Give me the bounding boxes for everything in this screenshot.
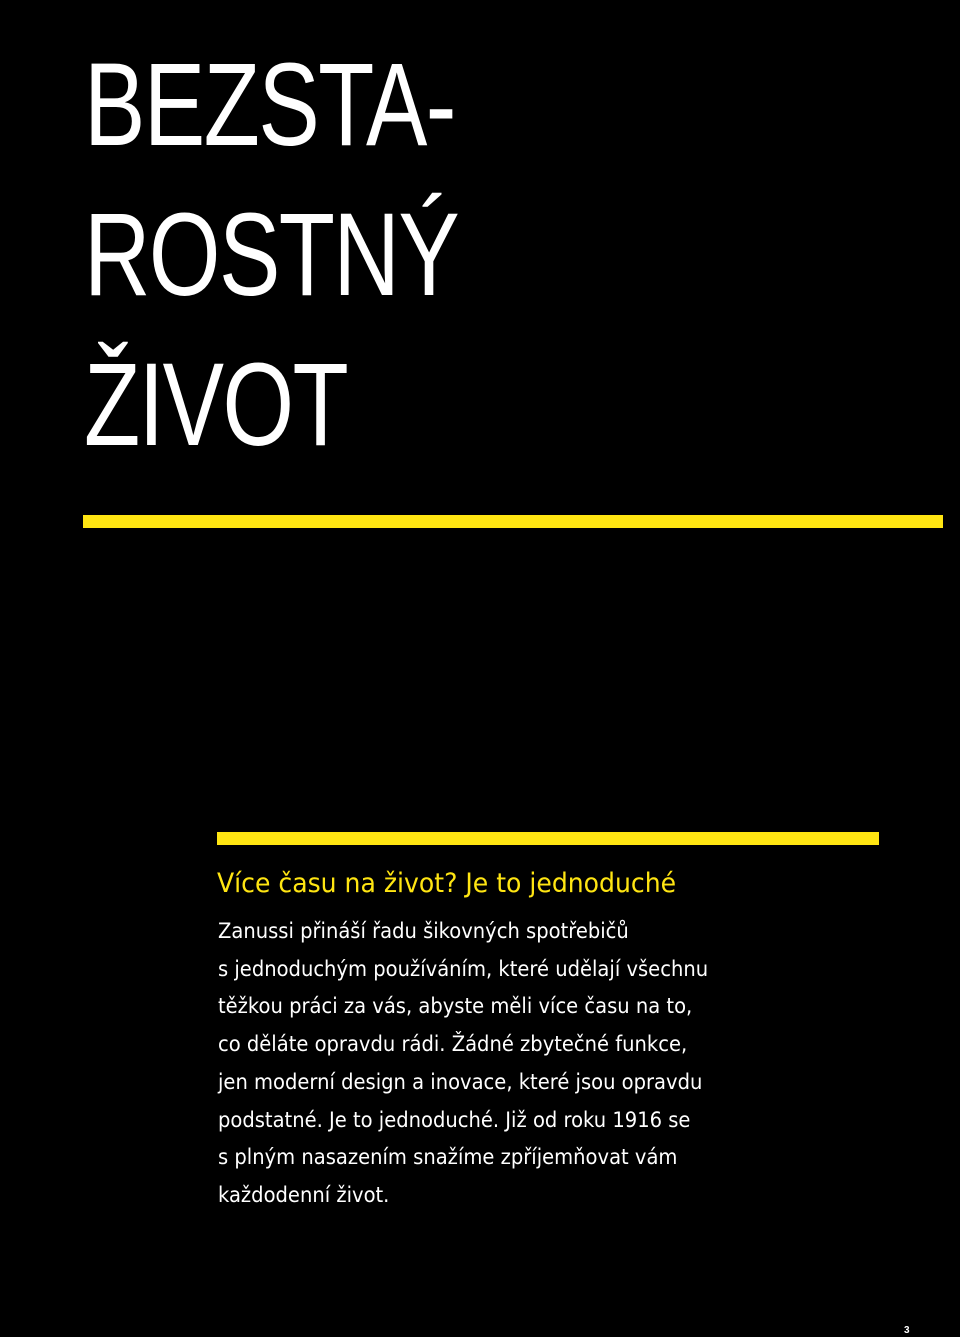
body-line: každodenní život.	[218, 1182, 390, 1207]
body-line: s plným nasazením snažíme zpříjemňovat vám	[218, 1145, 678, 1170]
headline	[84, 30, 458, 480]
yellow-divider-top	[83, 515, 943, 528]
body-line: Zanussi přináší řadu šikovných spotřebičů	[218, 919, 629, 943]
body-paragraph	[218, 913, 708, 1215]
headline-line-1: BEZSTA-	[84, 39, 455, 171]
body-line: podstatné. Je to jednoduché. Již od roku 1916 se	[218, 1107, 691, 1132]
headline-line-2: ROSTNÝ	[84, 189, 459, 321]
headline-line-3: ŽIVOT	[84, 339, 348, 471]
yellow-divider-bottom	[217, 832, 879, 845]
page-number: 3	[904, 1325, 910, 1336]
body-line: jen moderní design a inovace, které jsou opravdu	[218, 1069, 703, 1094]
body-line: těžkou práci za vás, abyste měli více času na to,	[218, 994, 693, 1019]
body-line: s jednoduchým používáním, které udělají všechnu	[218, 956, 709, 981]
subheading: Více času na život? Je to jednoduché	[217, 868, 677, 899]
body-line: co děláte opravdu rádi. Žádné zbytečné funkce,	[218, 1032, 688, 1057]
